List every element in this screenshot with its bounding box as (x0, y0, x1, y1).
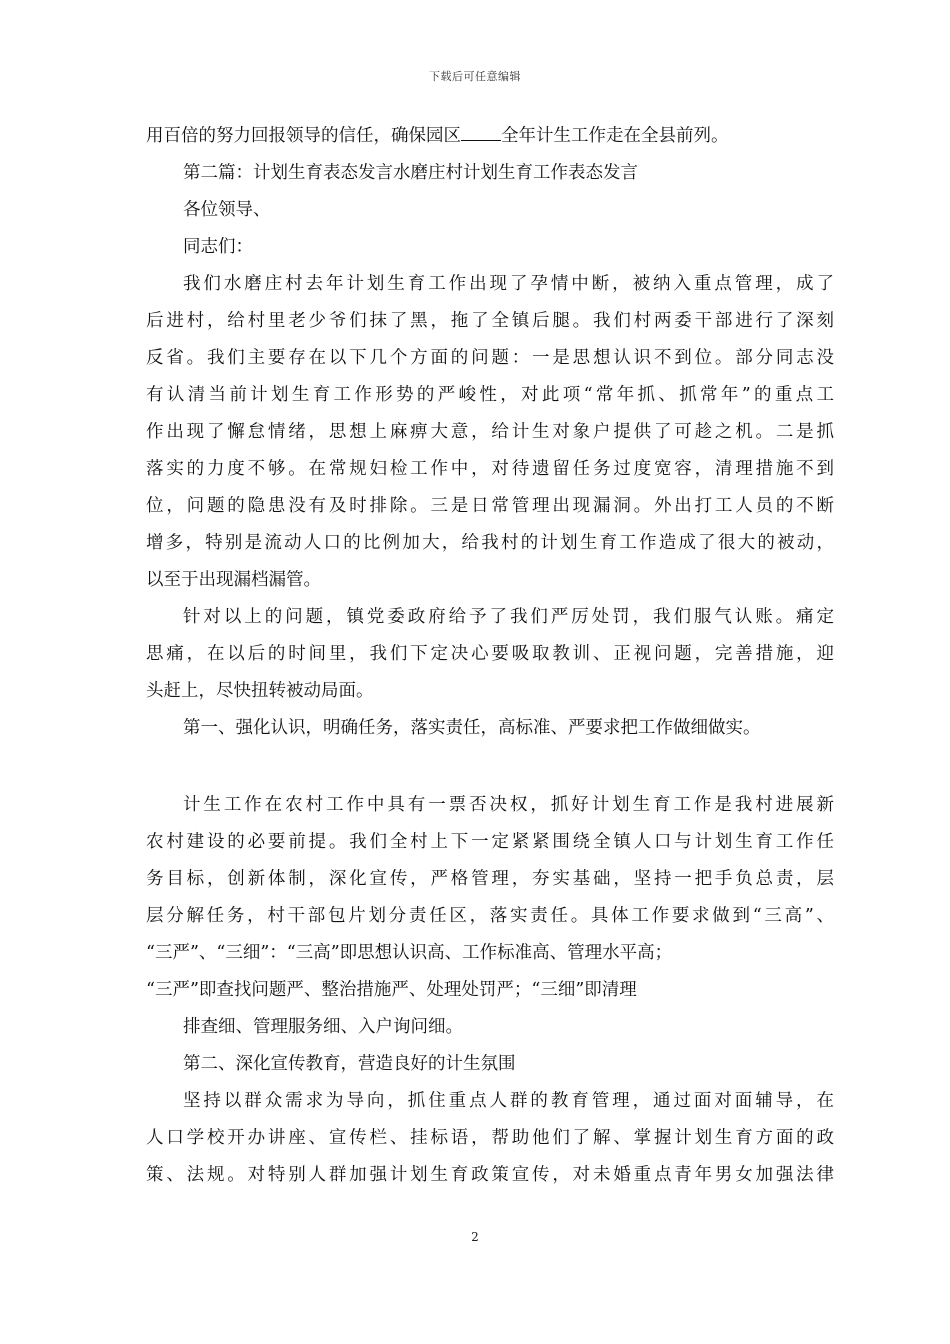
paragraph-line: 有认清当前计划生育工作形势的严峻性，对此项“常年抓、抓常年”的重点工 (146, 385, 834, 405)
paragraph-line: 针对以上的问题，镇党委政府给予了我们严厉处罚，我们服气认账。痛定 (183, 607, 834, 627)
text-line (146, 118, 834, 155)
paragraph-line: 以至于出现漏档漏管。 (146, 570, 321, 590)
text-fragment: 用百倍的努力回报领导的信任，确保园区 (146, 126, 461, 146)
text-fragment: 全年计生工作走在全县前列。 (501, 126, 729, 146)
paragraph-line: 思痛，在以后的时间里，我们下定决心要吸取教训、正视问题，完善措施，迎 (146, 644, 834, 664)
paragraph-line: 农村建设的必要前提。我们全村上下一定紧紧围绕全镇人口与计划生育工作任 (146, 832, 834, 852)
paragraph-line: 反省。我们主要存在以下几个方面的问题：一是思想认识不到位。部分同志没 (146, 348, 834, 368)
paragraph-line: 排查细、管理服务细、入户询问细。 (183, 1017, 463, 1037)
paragraph-line: 计生工作在农村工作中具有一票否决权，抓好计划生育工作是我村进展新 (183, 795, 834, 815)
paragraph-line: 落实的力度不够。在常规妇检工作中，对待遗留任务过度宽容，清理措施不到 (146, 459, 834, 479)
paragraph-line: 增多，特别是流动人口的比例加大，给我村的计划生育工作造成了很大的被动， (146, 533, 834, 553)
paragraph-line: 人口学校开办讲座、宣传栏、挂标语，帮助他们了解、掌握计划生育方面的政 (146, 1128, 834, 1148)
paragraph-line: 我们水磨庄村去年计划生育工作出现了孕情中断，被纳入重点管理，成了 (183, 274, 834, 294)
paragraph-line: 层分解任务，村干部包片划分责任区，落实责任。具体工作要求做到“三高”、 (146, 906, 834, 926)
page-header: 下载后可任意编辑 (429, 70, 521, 83)
document-body (146, 118, 834, 1194)
blank-underline (461, 123, 501, 141)
paragraph-line: 后进村，给村里老少爷们抹了黑，拖了全镇后腿。我们村两委干部进行了深刻 (146, 311, 834, 331)
paragraph-line: 务目标，创新体制，深化宣传，严格管理，夯实基础，坚持一把手负总责，层 (146, 869, 834, 889)
paragraph-line: “三严”、“三细”：“三高”即思想认识高、工作标准高、管理水平高； (146, 943, 673, 963)
section-heading: 第二篇：计划生育表态发言水磨庄村计划生育工作表态发言 (183, 163, 638, 183)
paragraph-line: 位，问题的隐患没有及时排除。三是日常管理出现漏洞。外出打工人员的不断 (146, 496, 834, 516)
section-heading: 第一、强化认识，明确任务，落实责任，高标准、严要求把工作做细做实。 (183, 718, 761, 738)
salutation: 同志们： (183, 237, 253, 257)
paragraph-line: 头赶上，尽快扭转被动局面。 (146, 681, 374, 701)
section-heading: 第二、深化宣传教育，营造良好的计生氛围 (183, 1054, 516, 1074)
paragraph-line: “三严”即查找问题严、整治措施严、处理处罚严；“三细”即清理 (146, 980, 637, 1000)
salutation: 各位领导、 (183, 200, 271, 220)
page-number: 2 (471, 1230, 479, 1244)
paragraph-line: 作出现了懈怠情绪，思想上麻痹大意，给计生对象户提供了可趁之机。二是抓 (146, 422, 834, 442)
paragraph-line: 策、法规。对特别人群加强计划生育政策宣传，对未婚重点青年男女加强法律 (146, 1165, 834, 1185)
paragraph-line: 坚持以群众需求为导向，抓住重点人群的教育管理，通过面对面辅导，在 (183, 1091, 834, 1111)
blank-gap (146, 747, 834, 787)
